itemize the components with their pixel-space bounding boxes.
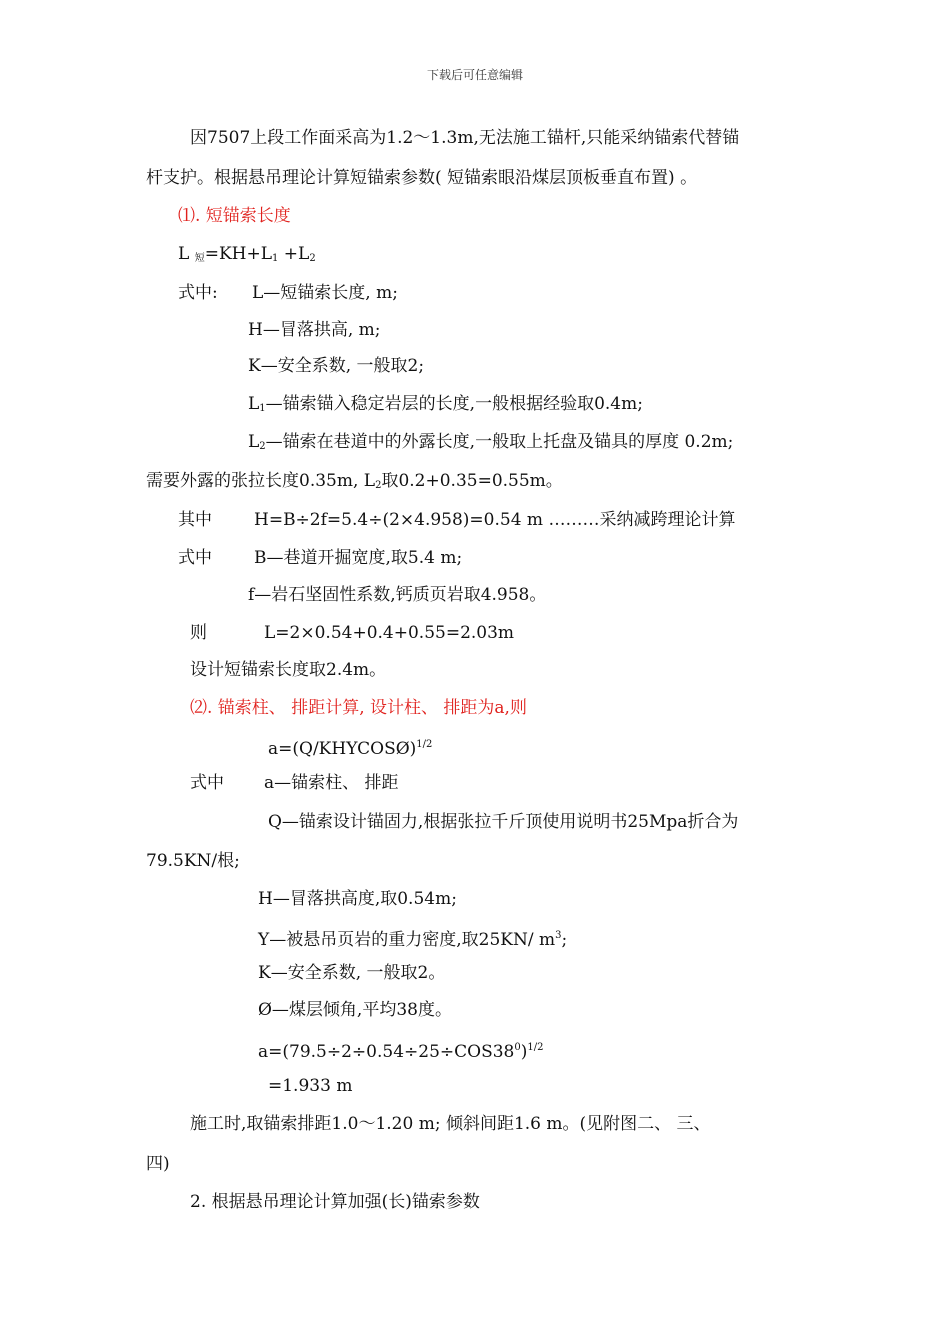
calc-result: =1.933 m: [268, 1076, 353, 1096]
where-label: 式中:: [178, 283, 218, 303]
calc-a: $a=(79.5\div 2\div 0.54\div 25\div COS38^0)^{1/2}$: [258, 1042, 544, 1062]
def-H: H—冒落拱高, m;: [248, 320, 381, 340]
construction-line-2: 四): [146, 1154, 170, 1174]
section1-heading: ⑴. 短锚索长度: [178, 206, 291, 226]
construction-line-1: 施工时,取锚索排距1.0～1.20 m; 倾斜间距1.6 m。(见附图二、 三、: [190, 1114, 711, 1134]
def-Q-line2: 79.5KN/根;: [146, 851, 240, 871]
def-a: a—锚索柱、 排距: [264, 773, 399, 793]
def-L2: $L_2—$锚索在巷道中的外露长度,一般取上托盘及锚具的厚度 0.2m;: [248, 432, 734, 452]
design-length: 设计短锚索长度取2.4m。: [190, 660, 387, 680]
def-L2-continued: 需要外露的张拉长度0.35m, $L_2$取0.2+0.35=0.55m。: [146, 471, 563, 491]
formula-L-result: L=2×0.54+0.4+0.55=2.03m: [264, 623, 515, 643]
page-header-note: 下载后可任意编辑: [426, 68, 523, 82]
def-B: B—巷道开掘宽度,取5.4 m;: [254, 548, 463, 568]
formula-a: a=(Q/KHYCOSØ)$^{1/2}$: [268, 739, 433, 759]
where-label-3: 式中: [190, 773, 224, 793]
qizhong-label: 其中: [178, 510, 212, 530]
def-L: L—短锚索长度, m;: [252, 283, 398, 303]
ze-label: 则: [190, 623, 207, 643]
def-H-2: H—冒落拱高度,取0.54m;: [258, 889, 457, 909]
def-L1: $L_1—$锚索锚入稳定岩层的长度,一般根据经验取0.4m;: [248, 394, 643, 414]
def-Y: Y—被悬吊页岩的重力密度,取25KN/ $m^3$;: [258, 930, 568, 950]
intro-line-2: 杆支护。根据悬吊理论计算短锚索参数( 短锚索眼沿煤层顶板垂直布置) 。: [146, 168, 698, 188]
def-K: K—安全系数, 一般取2;: [248, 356, 425, 376]
formula-short-length: L $_短=KH+L_1 +L_2$: [178, 244, 316, 264]
def-K-2: K—安全系数, 一般取2。: [258, 963, 446, 983]
intro-line-1: 因7507上段工作面采高为1.2～1.3m,无法施工锚杆,只能采纳锚索代替锚: [190, 128, 740, 148]
formula-H: H=B÷2f=5.4÷(2×4.958)=0.54 m ………采纳减跨理论计算: [254, 510, 736, 530]
def-f: f—岩石坚固性系数,钙质页岩取4.958。: [248, 585, 547, 605]
section3-heading: 2. 根据悬吊理论计算加强(长)锚索参数: [190, 1192, 480, 1212]
def-Q-line1: Q—锚索设计锚固力,根据张拉千斤顶使用说明书25Mpa折合为: [268, 812, 739, 832]
def-angle: Ø—煤层倾角,平均38度。: [258, 1000, 452, 1020]
section2-heading: ⑵. 锚索柱、 排距计算, 设计柱、 排距为a,则: [190, 698, 527, 718]
where-label-2: 式中: [178, 548, 212, 568]
